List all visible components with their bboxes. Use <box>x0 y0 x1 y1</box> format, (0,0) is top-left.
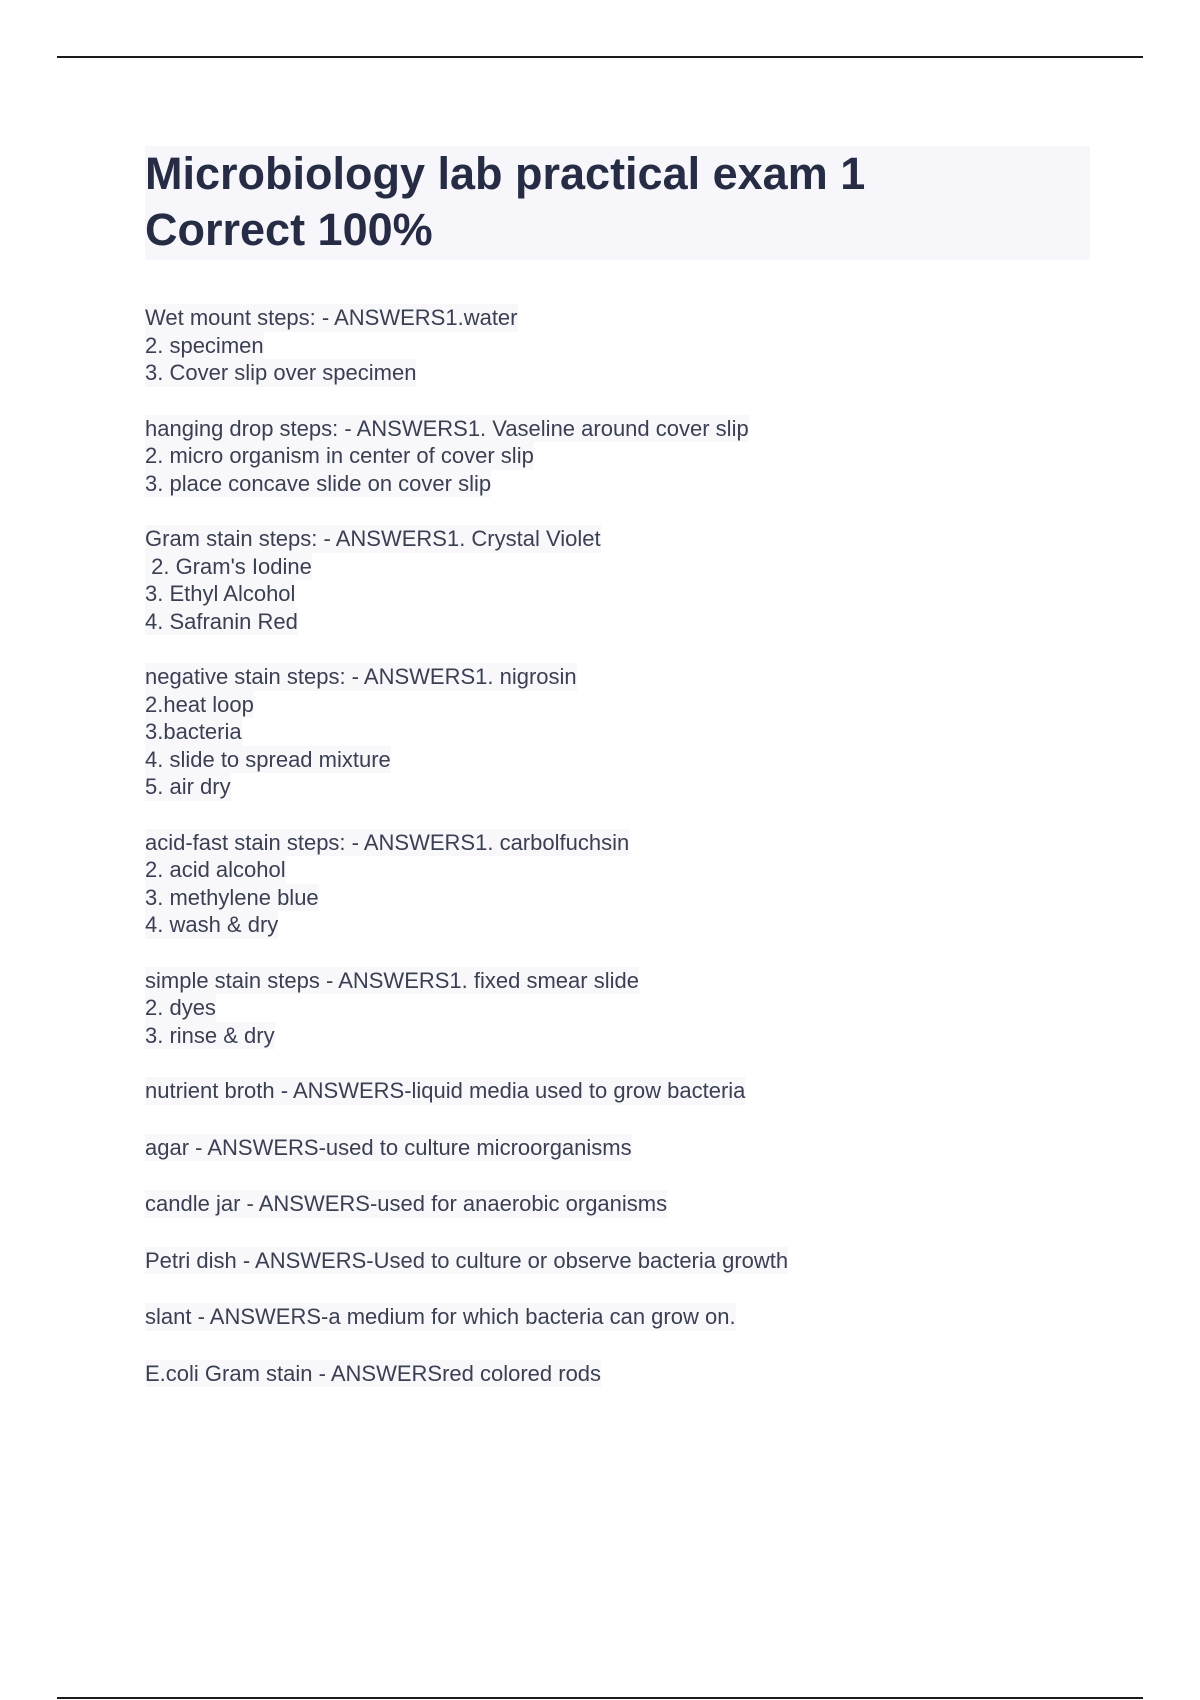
page-title <box>145 146 1090 260</box>
qa-line: 2. micro organism in center of cover slip <box>145 443 534 468</box>
qa-line: 2. Gram's Iodine <box>145 553 312 579</box>
qa-line: 4. Safranin Red <box>145 608 298 634</box>
qa-line: 3. Cover slip over specimen <box>145 360 417 385</box>
qa-entry-acid-fast-stain <box>145 829 1090 939</box>
qa-entry-petri-dish <box>145 1247 1090 1275</box>
qa-line: slant - ANSWERS-a medium for which bacteria can grow on. <box>145 1304 736 1329</box>
qa-line: Petri dish - ANSWERS-Used to culture or observe bacteria growth <box>145 1247 789 1273</box>
qa-line: 5. air dry <box>145 774 231 799</box>
qa-line: simple stain steps - ANSWERS1. fixed smear slide <box>145 967 639 993</box>
qa-line: 2.heat loop <box>145 691 254 717</box>
qa-line: hanging drop steps: - ANSWERS1. Vaseline around cover slip <box>145 415 749 441</box>
top-rule <box>57 56 1143 58</box>
bottom-rule <box>57 1697 1143 1699</box>
qa-line: 4. wash & dry <box>145 912 279 937</box>
qa-line: Gram stain steps: - ANSWERS1. Crystal Violet <box>145 526 601 551</box>
qa-line: candle jar - ANSWERS-used for anaerobic organisms <box>145 1191 668 1216</box>
qa-line: E.coli Gram stain - ANSWERSred colored rods <box>145 1360 602 1386</box>
qa-line: 3. methylene blue <box>145 884 319 910</box>
qa-entry-negative-stain <box>145 663 1090 801</box>
qa-line: 3. place concave slide on cover slip <box>145 470 492 496</box>
qa-line: 3.bacteria <box>145 719 242 744</box>
qa-line: 2. specimen <box>145 332 264 358</box>
qa-line: 2. acid alcohol <box>145 857 286 882</box>
qa-entry-gram-stain <box>145 525 1090 635</box>
qa-entry-agar <box>145 1134 1090 1162</box>
qa-line: 3. Ethyl Alcohol <box>145 581 296 606</box>
qa-entry-slant <box>145 1303 1090 1331</box>
qa-line: Wet mount steps: - ANSWERS1.water <box>145 305 518 330</box>
qa-entry-simple-stain <box>145 967 1090 1050</box>
title-line-1: Microbiology lab practical exam 1 <box>145 148 866 199</box>
title-line-2: Correct 100% <box>145 204 433 255</box>
qa-entry-nutrient-broth <box>145 1077 1090 1105</box>
qa-line: negative stain steps: - ANSWERS1. nigrosin <box>145 664 577 689</box>
qa-line: nutrient broth - ANSWERS-liquid media used to grow bacteria <box>145 1078 746 1103</box>
qa-line: 3. rinse & dry <box>145 1022 275 1048</box>
qa-line: acid-fast stain steps: - ANSWERS1. carbolfuchsin <box>145 829 630 855</box>
qa-entry-wet-mount <box>145 304 1090 387</box>
document-body <box>145 146 1090 1416</box>
qa-entry-hanging-drop <box>145 415 1090 498</box>
qa-entry-ecoli-gram-stain <box>145 1360 1090 1388</box>
qa-entry-candle-jar <box>145 1190 1090 1218</box>
qa-line: 4. slide to spread mixture <box>145 746 391 772</box>
qa-line: 2. dyes <box>145 995 216 1020</box>
qa-line: agar - ANSWERS-used to culture microorganisms <box>145 1134 632 1160</box>
